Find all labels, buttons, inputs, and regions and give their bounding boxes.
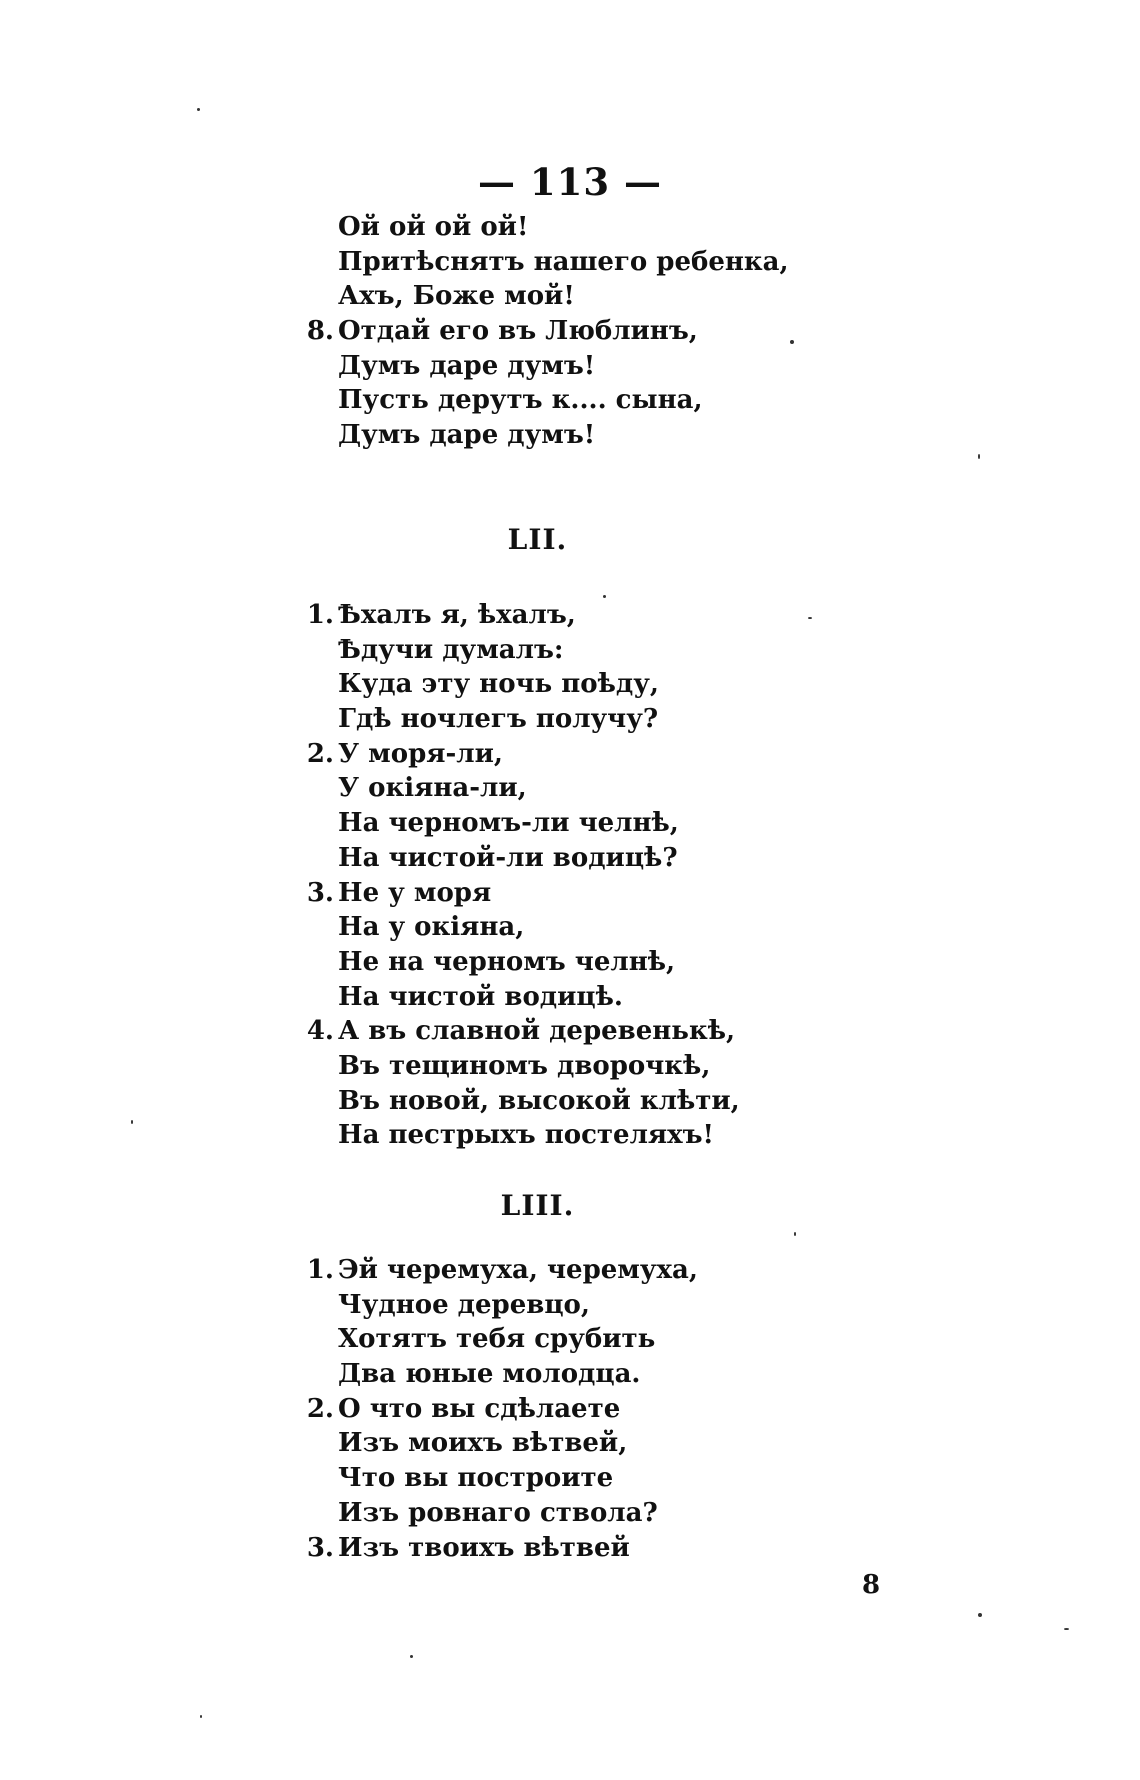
verse-text: Ахъ, Боже мой! [338, 281, 575, 312]
verse-text: Куда эту ночь поѣду, [338, 669, 659, 700]
verse-text: Два юные молодца. [338, 1359, 641, 1390]
verse-text: Хотятъ тебя срубить [338, 1324, 656, 1355]
verse-text: На у окіяна, [338, 912, 525, 943]
verse-text: На черномъ-ли челнѣ, [338, 808, 679, 839]
verse-text: Въ новой, высокой клѣти, [338, 1085, 740, 1116]
scan-speck [197, 108, 200, 111]
stanza-number: 2. [306, 738, 334, 769]
signature-mark: 8 [862, 1570, 881, 1600]
verse-line [338, 1118, 958, 1153]
verse-line [338, 383, 958, 418]
verse-line [338, 910, 958, 945]
verse-text: А въ славной деревенькѣ, [338, 1016, 736, 1047]
verse-text: Изъ моихъ вѣтвей, [338, 1428, 628, 1459]
scan-speck [1064, 1628, 1069, 1630]
verse-text: Ѣхалъ я, ѣхалъ, [338, 600, 576, 630]
stanza-number: 3. [306, 877, 334, 908]
verse-line [338, 349, 958, 384]
verse-text: Эй черемуха, черемуха, [338, 1255, 698, 1285]
verse-line [306, 737, 958, 772]
verse-line [338, 279, 958, 314]
verse-text: На пестрыхъ постеляхъ! [338, 1120, 714, 1151]
stanza-number: 1. [306, 1255, 334, 1285]
verse-line [306, 598, 958, 633]
verse-text: У окіяна-ли, [338, 773, 527, 804]
verse-line [338, 418, 958, 453]
song-heading-lii: LII. [507, 523, 568, 556]
verse-text: Гдѣ ночлегъ получу? [338, 704, 659, 735]
stanza-number: 1. [306, 600, 334, 630]
scan-speck [978, 454, 980, 459]
scan-speck [978, 1613, 982, 1617]
verse-text: Ой ой ой ой! [338, 212, 529, 242]
verse-text: Думъ даре думъ! [338, 420, 596, 451]
verse-line [306, 1392, 958, 1427]
verse-line [338, 633, 958, 668]
verse-line [306, 1253, 958, 1288]
verse-text: Изъ ровнаго ствола? [338, 1497, 658, 1528]
scan-speck [808, 617, 812, 619]
stanza-number: 3. [306, 1532, 334, 1563]
verse-text: Изъ твоихъ вѣтвей [338, 1532, 630, 1563]
page-number: — 113 — [478, 160, 662, 204]
verse-line [338, 667, 958, 702]
verse-block-lii [306, 598, 958, 1153]
verse-line [338, 771, 958, 806]
verse-line [338, 841, 958, 876]
verse-line [338, 1496, 958, 1531]
verse-line [338, 245, 958, 280]
verse-line [338, 1084, 958, 1119]
song-heading-liii: LIII. [500, 1189, 575, 1222]
verse-line [338, 1426, 958, 1461]
stanza-number: 4. [306, 1016, 334, 1047]
verse-text: Не у моря [338, 877, 492, 908]
scan-speck [200, 1715, 202, 1718]
verse-line [338, 702, 958, 737]
verse-text: Думъ даре думъ! [338, 350, 596, 381]
scan-speck [603, 595, 606, 598]
verse-line [338, 1357, 958, 1392]
verse-line [306, 876, 958, 911]
verse-line [338, 806, 958, 841]
verse-line [338, 1322, 958, 1357]
scan-speck [131, 1120, 133, 1124]
stanza-number: 8. [306, 316, 334, 347]
verse-block-continuation [306, 210, 958, 453]
stanza-number: 2. [306, 1393, 334, 1424]
verse-text: У моря-ли, [338, 738, 503, 769]
scan-speck [790, 340, 794, 344]
scan-speck [794, 1232, 796, 1236]
scan-speck [410, 1655, 413, 1658]
verse-text: Что вы построите [338, 1463, 614, 1494]
verse-text: На чистой водицѣ. [338, 981, 623, 1012]
verse-line [306, 1014, 958, 1049]
verse-line [338, 945, 958, 980]
verse-text: Чудное деревцо, [338, 1289, 590, 1320]
verse-block-liii [306, 1253, 958, 1565]
verse-line [338, 980, 958, 1015]
verse-text: О что вы сдѣлаете [338, 1393, 621, 1424]
verse-text: Отдай его въ Люблинъ, [338, 316, 698, 347]
verse-text: Притѣснятъ нашего ребенка, [338, 246, 789, 277]
verse-line [338, 1461, 958, 1496]
verse-line [338, 210, 958, 245]
verse-text: Не на черномъ челнѣ, [338, 946, 676, 977]
verse-text: Пусть дерутъ к.... сына, [338, 385, 703, 416]
verse-line [306, 1531, 958, 1566]
verse-text: Ѣдучи думалъ: [338, 634, 564, 665]
verse-line [306, 314, 958, 349]
verse-text: Въ тещиномъ дворочкѣ, [338, 1050, 711, 1081]
verse-line [338, 1049, 958, 1084]
verse-line [338, 1288, 958, 1323]
verse-text: На чистой-ли водицѣ? [338, 842, 678, 873]
